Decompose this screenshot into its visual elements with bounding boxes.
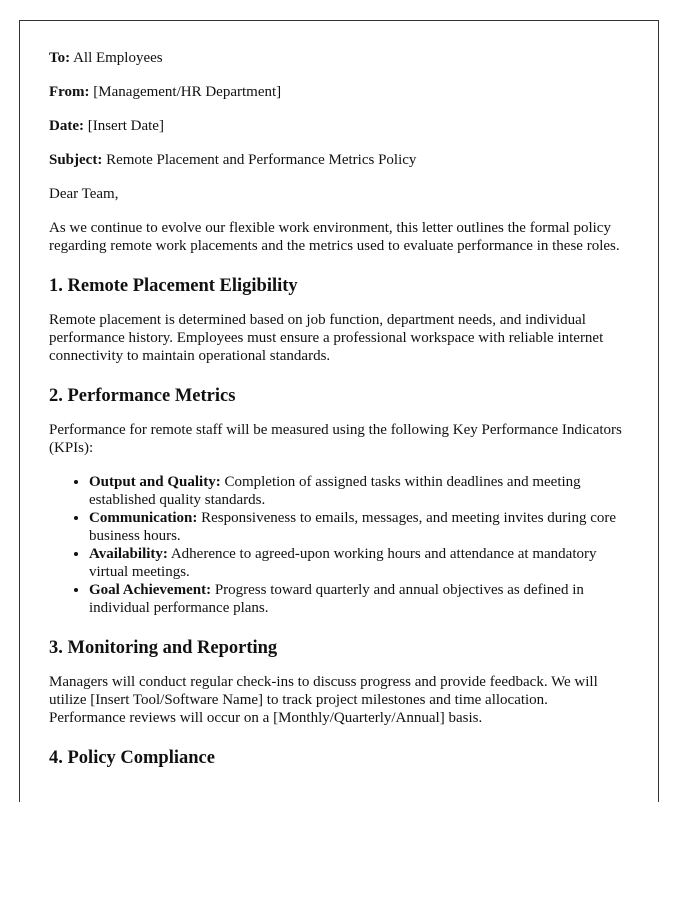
subject-value: Remote Placement and Performance Metrics Policy [106,152,417,168]
kpi-item [89,581,628,617]
kpi-label: Output and Quality: [89,474,221,490]
section-heading: 1. Remote Placement Eligibility [49,276,298,296]
from-line [49,83,628,101]
intro-paragraph: As we continue to evolve our flexible work environment, this letter outlines the formal policy regarding remote work placements and the metrics used to evaluate performance in these roles. [49,220,620,254]
kpi-item [89,473,628,509]
section-body: Performance for remote staff will be measured using the following Key Performance Indicators (KPIs): [49,422,622,456]
kpi-list [49,473,628,617]
section-body: Managers will conduct regular check-ins to discuss progress and provide feedback. We will utilize [Insert Tool/Software Name] to track project milestones and time allocation. Performance reviews will occur on a [Monthly/Quarterly/Annual] basis. [49,674,598,726]
date-value: [Insert Date] [87,118,164,134]
subject-line [49,151,628,169]
kpi-text: Responsiveness to emails, messages, and meeting invites during core business hours. [89,510,617,544]
greeting: Dear Team, [49,186,119,202]
kpi-label: Communication: [89,510,198,526]
from-label: From: [49,84,90,100]
letter-document [19,20,659,802]
to-value: All Employees [73,50,163,66]
to-line [49,49,628,67]
kpi-item [89,545,628,581]
kpi-label: Availability: [89,546,168,562]
section-body: Remote placement is determined based on job function, department needs, and individual performance history. Employees must ensure a professional workspace with reliable internet connectivity to maintain operational standards. [49,312,604,364]
section-heading: 3. Monitoring and Reporting [49,638,278,658]
section-heading: 2. Performance Metrics [49,386,236,406]
kpi-text: Adherence to agreed-upon working hours and attendance at mandatory virtual meetings. [89,546,597,580]
kpi-item [89,509,628,545]
kpi-label: Goal Achievement: [89,582,212,598]
to-label: To: [49,50,71,66]
date-line [49,117,628,135]
section-heading: 4. Policy Compliance [49,748,215,768]
kpi-text: Completion of assigned tasks within deadlines and meeting established quality standards. [89,474,581,508]
date-label: Date: [49,118,84,134]
kpi-text: Progress toward quarterly and annual objectives as defined in individual performance plans. [89,582,584,616]
from-value: [Management/HR Department] [93,84,282,100]
subject-label: Subject: [49,152,103,168]
